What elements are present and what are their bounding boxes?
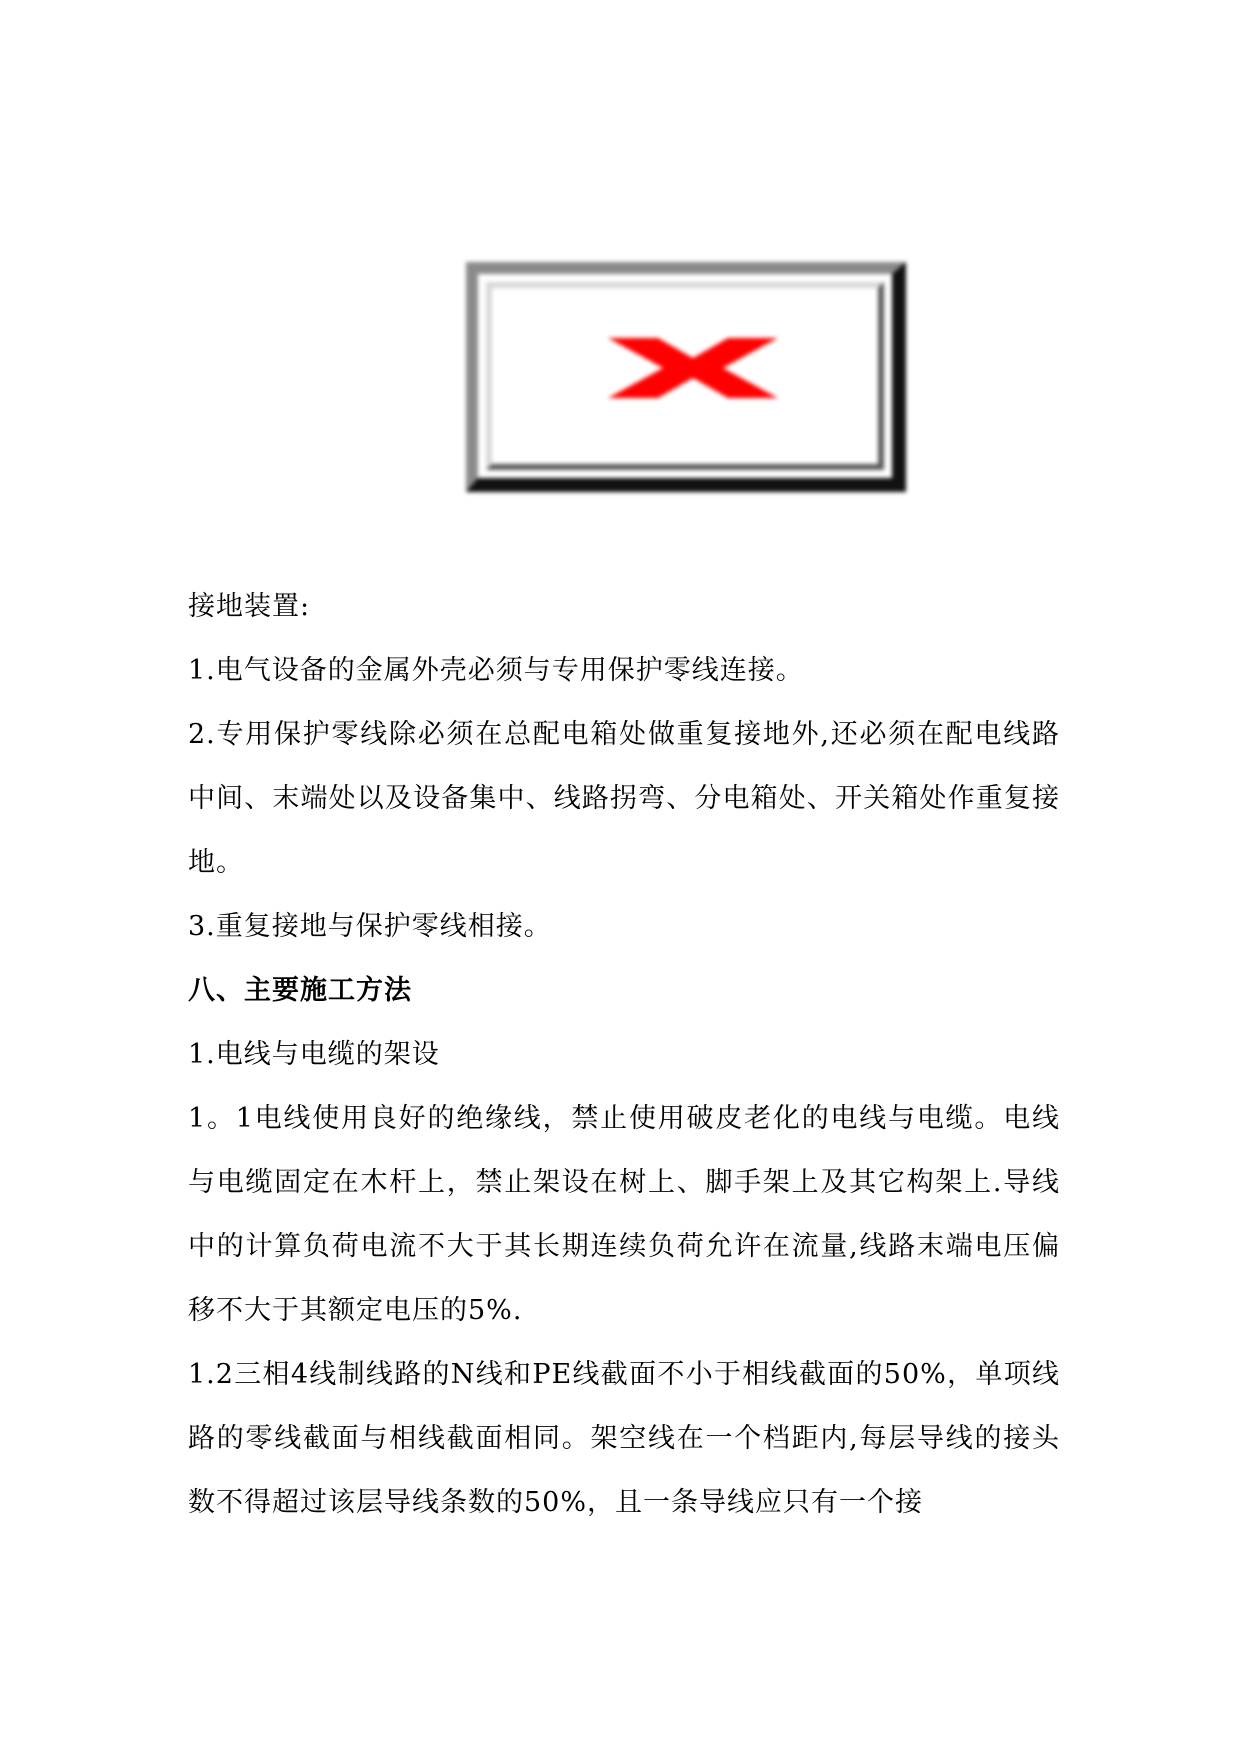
subsection-1-1: 1。1电线使用良好的绝缘线，禁止使用破皮老化的电线与电缆。电线与电缆固定在木杆上，禁止架设在树上、脚手架上及其它构架上.导线中的计算负荷电流不大于其长期连续负荷允许在流量,线路末端电压偏移不大于其额定电压的5%.	[188, 1103, 1060, 1326]
subsection-title: 1.电线与电缆的架设	[188, 1039, 440, 1070]
grounding-item-1: 1.电气设备的金属外壳必须与专用保护零线连接。	[188, 655, 804, 686]
grounding-title: 接地装置:	[188, 591, 311, 622]
broken-image-icon	[598, 328, 788, 408]
subsection-1-2: 1.2三相4线制线路的N线和PE线截面不小于相线截面的50%，单项线路的零线截面与相线截面相同。架空线在一个档距内,每层导线的接头数不得超过该层导线条数的50%，且一条导线应只有一个接	[188, 1359, 1060, 1518]
broken-image-placeholder	[466, 262, 906, 492]
grounding-item-3: 3.重复接地与保护零线相接。	[188, 911, 552, 942]
section-heading: 八、主要施工方法	[188, 975, 412, 1006]
document-body	[188, 575, 1060, 1535]
grounding-item-2: 2.专用保护零线除必须在总配电箱处做重复接地外,还必须在配电线路中间、末端处以及设备集中、线路拐弯、分电箱处、开关箱处作重复接地。	[188, 719, 1060, 878]
